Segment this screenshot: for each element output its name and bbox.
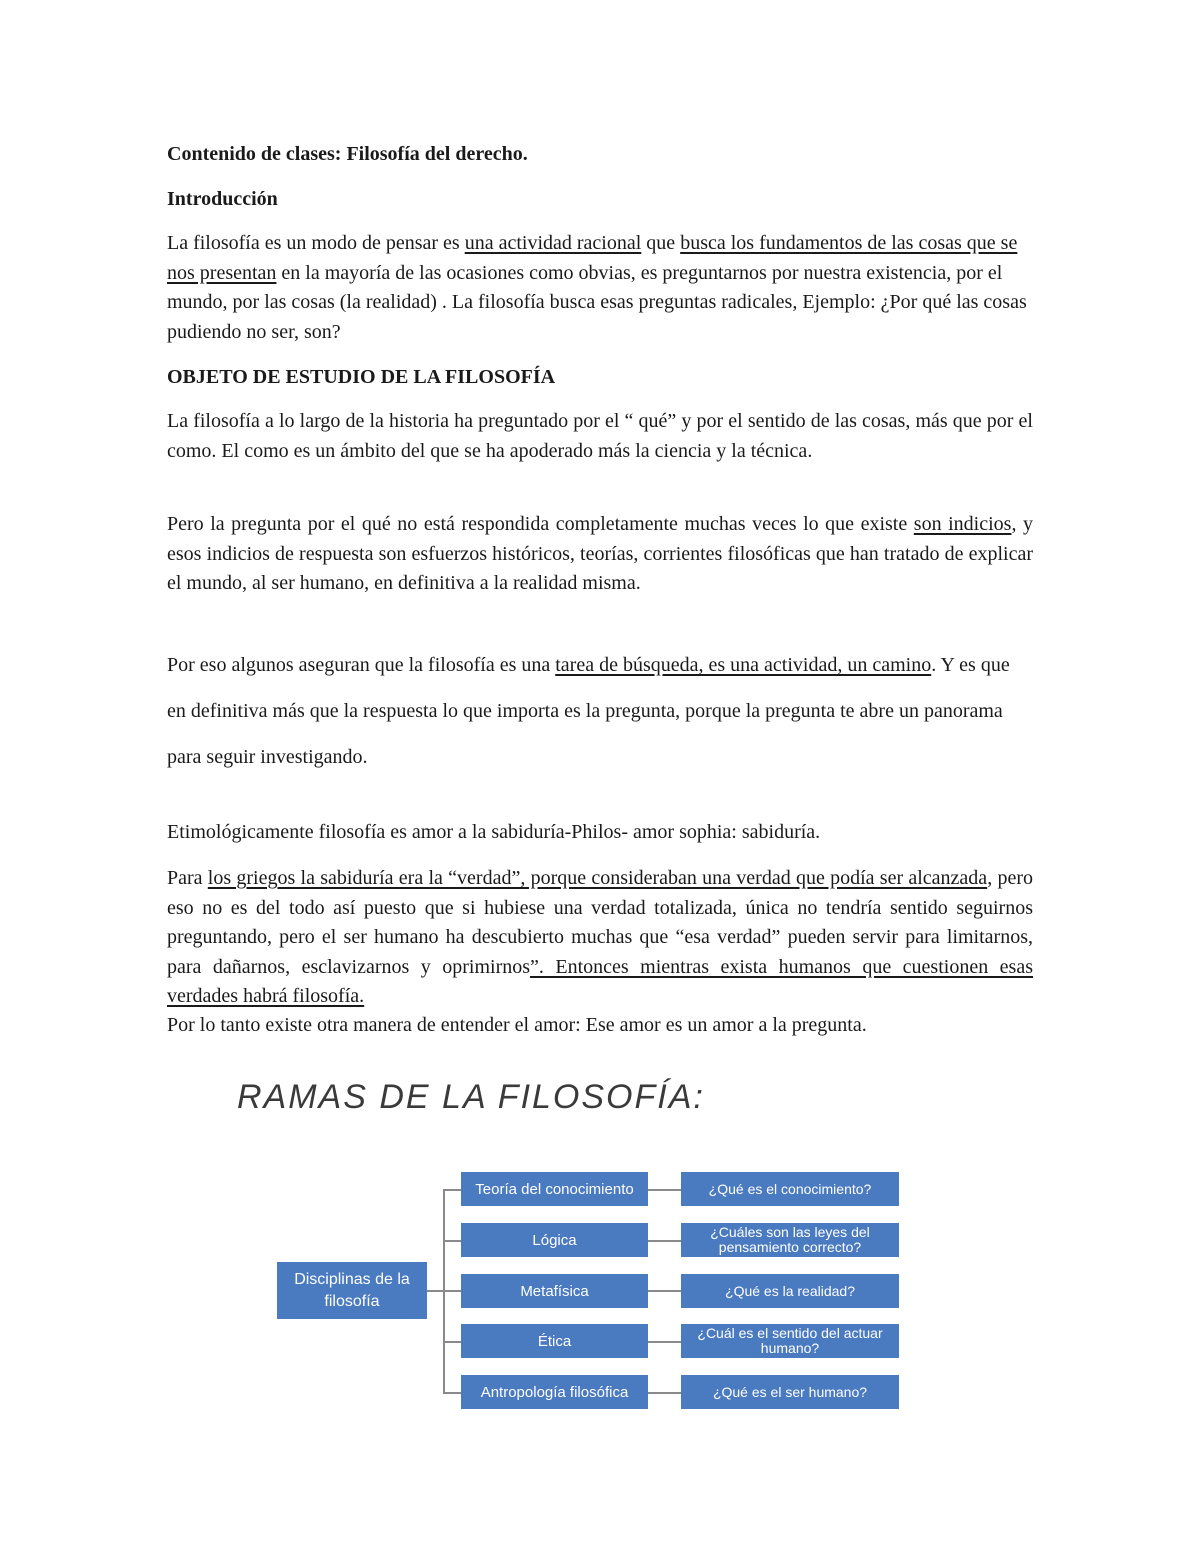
branch-node-antropologia: Antropología filosófica <box>461 1375 648 1409</box>
connector-line <box>443 1189 461 1191</box>
branch-node-logica: Lógica <box>461 1223 648 1257</box>
root-node: Disciplinas de la filosofía <box>277 1262 427 1319</box>
underlined-text: una actividad racional <box>464 232 642 254</box>
underlined-text: tarea de búsqueda, es una actividad, un camino <box>555 654 932 676</box>
connector-line <box>427 1290 444 1292</box>
question-node: ¿Cuál es el sentido del actuar humano? <box>681 1324 899 1358</box>
connector-line <box>648 1341 681 1343</box>
paragraph: La filosofía a lo largo de la historia ha preguntado por el “ qué” y por el sentido de las cosas, más que por el como. El como es un ámbito del que se ha apoderado más la ciencia y la técnica. <box>167 410 1033 462</box>
connector-line <box>648 1189 681 1191</box>
paragraph: Etimológicamente filosofía es amor a la sabiduría-Philos- amor sophia: sabiduría. <box>167 821 821 843</box>
text-run: que <box>641 232 681 254</box>
underlined-text: los griegos la sabiduría era la “verdad”, porque consideraban una verdad que podía ser alcanzada <box>207 867 988 889</box>
underlined-text: son indicios <box>913 513 1012 535</box>
question-node: ¿Qué es el ser humano? <box>681 1375 899 1409</box>
text-run: , y esos indicios de respuesta son esfuerzos históricos, teorías, corrientes filosóficas que han tratado de explicar el mundo, al ser humano, en definitiva a la realidad misma. <box>167 513 1033 594</box>
branch-node-etica: Ética <box>461 1324 648 1358</box>
branch-node-teoria: Teoría del conocimiento <box>461 1172 648 1206</box>
question-node: ¿Cuáles son las leyes del pensamiento correcto? <box>681 1223 899 1257</box>
text-run: Por eso algunos aseguran que la filosofía es una <box>167 654 556 676</box>
text-run: en la mayoría de las ocasiones como obvias, es preguntarnos por nuestra existencia, por el mundo, por las cosas (la realidad) . La filosofía busca esas preguntas radicales, Ejemplo: ¿Por qué las cosas pudiendo no ser, son? <box>167 261 1027 343</box>
question-node: ¿Qué es el conocimiento? <box>681 1172 899 1206</box>
connector-line <box>648 1290 681 1292</box>
underlined-text: ”. Entonces mientras exista humanos que cuestionen esas verdades habrá filosofía. <box>167 955 1033 1007</box>
text-run: Para <box>167 867 208 889</box>
question-node: ¿Qué es la realidad? <box>681 1274 899 1308</box>
connector-line <box>443 1341 461 1343</box>
diagram-title: RAMAS DE LA FILOSOFÍA: <box>237 1078 705 1116</box>
connector-line <box>443 1290 461 1292</box>
intro-heading: Introducción <box>167 188 278 210</box>
branch-node-metafisica: Metafísica <box>461 1274 648 1308</box>
text-run: , pero eso no es del todo así puesto que si hubiese una verdad totalizada, única no tendría sentido seguirnos preguntando, pero el ser humano ha descubierto muchas que “esa verdad” pueden servir para limitarnos, para dañarnos, esclavizarnos y oprimirnos <box>167 867 1033 978</box>
document-title: Contenido de clases: Filosofía del derecho. <box>167 143 528 165</box>
text-run: La filosofía es un modo de pensar es <box>167 232 465 254</box>
section-heading: OBJETO DE ESTUDIO DE LA FILOSOFÍA <box>167 366 556 388</box>
text-run: . Y es que en definitiva más que la respuesta lo que importa es la pregunta, porque la pregunta te abre un panorama para seguir investigando. <box>167 654 1010 768</box>
connector-line <box>443 1240 461 1242</box>
connector-line <box>648 1240 681 1242</box>
underlined-text: busca los fundamentos de las cosas que se nos presentan <box>167 232 1018 284</box>
connector-line <box>443 1392 461 1394</box>
connector-line <box>648 1392 681 1394</box>
text-run: Pero la pregunta por el qué no está respondida completamente muchas veces lo que existe <box>167 513 914 535</box>
paragraph: Por lo tanto existe otra manera de entender el amor: Ese amor es un amor a la pregunta. <box>167 1014 867 1036</box>
